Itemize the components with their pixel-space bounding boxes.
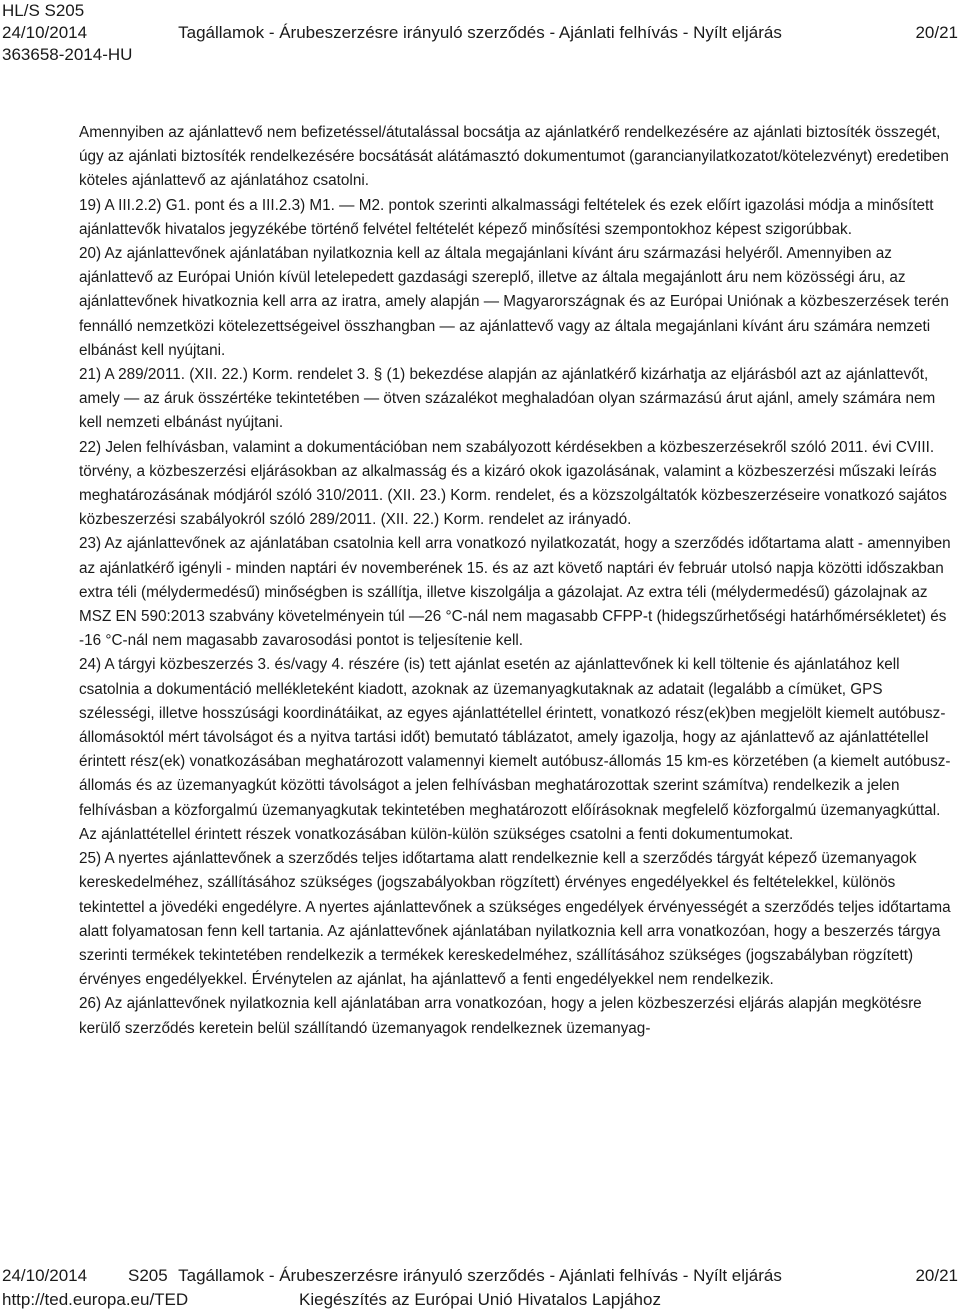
paragraph: 25) A nyertes ajánlattevőnek a szerződés teljes időtartama alatt rendelkeznie kell a szerződés tárgyát képező üzemanyagok kereskedelméhez, szállításához szükséges (jogszabályokban rögzített) érvényes engedélyekkel és feltételekkel, különös tekintettel a jövedéki engedélyre. A nyertes ajánlattevőnek a szükséges engedélyek érvényességét a szerződés teljes időtartama alatt folyamatosan fenn kell tartania. Az ajánlattevőnek ajánlatában nyilatkoznia kell arra vonatkozóan, hogy a beszerzés tárgya szerinti termékek tekintetében rendelkezik a termékek kereskedelméhez, szállításához szükséges (jogszabályban rögzített) érvényes engedélyekkel. Érvénytelen az ajánlat, ha ajánlattevő a fenti engedélyekkel nem rendelkezik. xyxy=(79,850,951,989)
footer-url[interactable]: http://ted.europa.eu/TED xyxy=(2,1290,189,1309)
paragraph: 19) A III.2.2) G1. pont és a III.2.3) M1. — M2. pontok szerinti alkalmassági feltételek és ezek előírt igazolási módja a minősített ajánlattevők hivatalos jegyzékébe történő felvétel feltételét képező minősítési szempontokhoz képest szigorúbbak. xyxy=(79,196,934,238)
footer-page: 20/21 xyxy=(915,1266,958,1285)
paragraph: 26) Az ajánlattevőnek nyilatkoznia kell ajánlatában arra vonatkozóan, hogy a jelen közbeszerzési eljárás alapján megkötésre kerülő szerződés keretein belül szállítandó üzemanyagok rendelkeznek üzemanyag- xyxy=(79,995,922,1037)
paragraph: 23) Az ajánlattevőnek az ajánlatában csatolnia kell arra vonatkozó nyilatkozatát, hogy a szerződés időtartama alatt - amennyiben az ajánlatkérő igényli - minden naptári év novemberének 15. és az azt követő naptári év február utolsó napja közötti időszakban extra téli (mélydermedésű) minőségben is szállítja, illetve kiszolgálja a gázolajat. Az extra téli (mélydermedésű) gázolajnak az MSZ EN 590:2013 szabvány követelményein túl —26 °C-nál nem magasabb CFPP-t (hidegszűrhetőségi határhőmérsékletet) és -16 °C-nál nem magasabb zavarosodási pontot is teljesítenie kell. xyxy=(79,535,951,650)
header-date: 24/10/2014 xyxy=(2,23,88,42)
footer-publisher: Kiegészítés az Európai Unió Hivatalos Lapjához xyxy=(299,1290,661,1309)
header-page: 20/21 xyxy=(915,23,958,42)
paragraph: Amennyiben az ajánlattevő nem befizetéssel/átutalással bocsátja az ajánlatkérő rendelkezésére az ajánlati biztosíték összegét, úgy az ajánlati biztosíték rendelkezésére bocsátását alátámasztó dokumentumot (garancianyilatkozatot/kötelezvényt) eredetiben köteles ajánlattevő az ajánlatához csatolni. xyxy=(79,124,949,190)
header-title: Tagállamok - Árubeszerzésre irányuló szerződés - Ajánlati felhívás - Nyílt eljárás xyxy=(178,23,782,42)
footer-series: S205 xyxy=(128,1266,168,1285)
paragraph: 20) Az ajánlattevőnek ajánlatában nyilatkoznia kell az általa megajánlani kívánt áru származási helyéről. Amennyiben az ajánlattevő az Európai Unión kívül letelepedett gazdasági szereplő, illetve az általa megajánlott áru nem közösségi áru, az ajánlattevőnek hivatkoznia kell arra az iratra, amely alapján — Magyarországnak és az Európai Uniónak a közbeszerzések terén fennálló nemzetközi kötelezettségeivel összhangban — az ajánlattevő vagy az általa megajánlani kívánt áru számára nemzeti elbánást kell nyújtani. xyxy=(79,245,949,359)
paragraph: 22) Jelen felhívásban, valamint a dokumentációban nem szabályozott kérdésekben a közbeszerzésekről szóló 2011. évi CVIII. törvény, a közbeszerzési eljárásokban az alkalmasság és a kizáró okok igazolásának, valamint a közbeszerzési műszaki leírás meghatározásának módjáról szóló 310/2011. (XII. 23.) Korm. rendelet, és a közszolgáltatók közbeszerzéseire vonatkozó sajátos közbeszerzési szabályokról szóló 289/2011. (XII. 22.) Korm. rendelet az irányadó. xyxy=(79,438,947,529)
paragraph: 21) A 289/2011. (XII. 22.) Korm. rendelet 3. § (1) bekezdése alapján az ajánlatkérő kizárhatja az eljárásból azt az ajánlattevőt, amely — az áruk összértéke tekintetében — ötven százalékot meghaladóan olyan származású árut ajánl, amely számára nem kell nemzeti elbánást nyújtani. xyxy=(79,366,936,432)
footer-title: Tagállamok - Árubeszerzésre irányuló szerződés - Ajánlati felhívás - Nyílt eljárás xyxy=(178,1266,782,1285)
header-doc-id: 363658-2014-HU xyxy=(2,45,133,64)
document-body xyxy=(79,121,955,1041)
paragraph: 24) A tárgyi közbeszerzés 3. és/vagy 4. részére (is) tett ajánlat esetén az ajánlattevőnek ki kell töltenie és ajánlatához kell csatolnia a dokumentáció mellékleteként kiadott, azoknak az üzemanyagkutaknak az adatait (legalább a címüket, GPS szélességi, illetve hosszúsági koordinátáikat, az egyes ajánlattétellel érintett, vonatkozó rész(ek)ben megjelölt kiemelt autóbusz-állomásoktól mért távolságot és a nyitva tartási időt) bemutató táblázatot, amely igazolja, hogy az ajánlattevő az ajánlattétellel érintett rész(ek) vonatkozásában meghatározott valamennyi kiemelt autóbusz-állomás 15 km-es körzetében (a kiemelt autóbusz-állomás és az üzemanyagkút közötti távolságot a jelen felhívásban meghatározottak szerint számítva) rendelkezik a jelen felhívásban a közforgalmú üzemanyagkutak tekintetében meghatározott előírásoknak megfelelő közforgalmú üzemanyagkúttal. Az ajánlattétellel érintett részek vonatkozásában külön-külön szükséges csatolni a fenti dokumentumokat. xyxy=(79,656,951,843)
footer-date: 24/10/2014 xyxy=(2,1266,88,1285)
header-issue: HL/S S205 xyxy=(2,1,85,20)
